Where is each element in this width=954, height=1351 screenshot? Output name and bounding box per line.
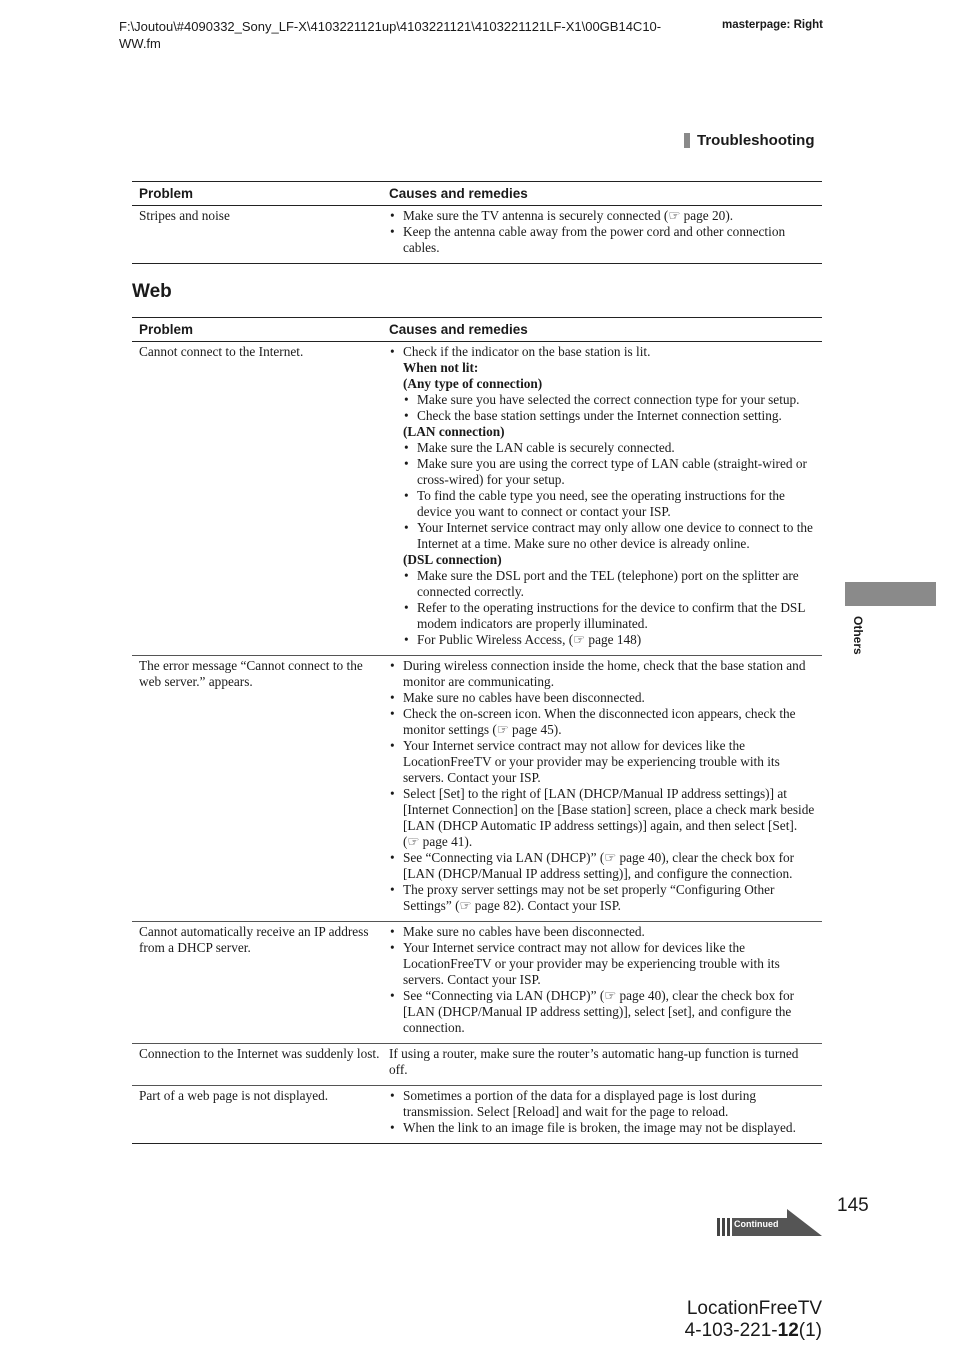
footer-code-bold: 12: [777, 1320, 799, 1341]
remedy-cell: [382, 658, 822, 914]
section-title: Troubleshooting: [697, 132, 815, 149]
remedy-cell: [382, 208, 822, 256]
web-section-heading: Web: [132, 281, 172, 302]
page-number: 145: [837, 1195, 869, 1216]
remedy-cell: [382, 344, 822, 648]
table-web: [132, 317, 822, 1144]
footer-product-code: [685, 1298, 822, 1342]
col-problem-header: Problem: [139, 186, 194, 201]
remedy-item: • Make sure the LAN cable is securely connected.: [403, 440, 816, 456]
side-tab-label: Others: [851, 616, 865, 655]
remedy-item: • Check the base station settings under the Internet connection setting.: [403, 408, 816, 424]
remedy-item: • Your Internet service contract may not allow for devices like the LocationFreeTV or your provider may be experiencing trouble with its servers. Contact your ISP.: [389, 738, 816, 786]
table-row: [132, 206, 822, 264]
remedy-item: • During wireless connection inside the home, check that the base station and monitor are communicating.: [389, 658, 816, 690]
problem-cell: Connection to the Internet was suddenly lost.: [139, 1046, 380, 1061]
remedy-item: • Make sure you have selected the correct connection type for your setup.: [403, 392, 816, 408]
remedy-item: • See “Connecting via LAN (DHCP)” (☞ page 40), clear the check box for [LAN (DHCP/Manual IP address setting)], select [set], and configure the connection.: [389, 988, 816, 1036]
remedy-item: • When the link to an image file is broken, the image may not be displayed.: [389, 1120, 816, 1136]
remedy-item: • Make sure the TV antenna is securely connected (☞ page 20).: [389, 208, 816, 224]
remedy-item: • Check the on-screen icon. When the disconnected icon appears, check the monitor settings (☞ page 45).: [389, 706, 816, 738]
remedy-item: • Your Internet service contract may only allow one device to connect to the Internet at a time. Make sure no other device is already online.: [403, 520, 816, 552]
problem-cell: Stripes and noise: [139, 208, 230, 223]
dsl-connection-heading: (DSL connection): [403, 552, 502, 567]
remedy-item: • Make sure no cables have been disconnected.: [389, 924, 816, 940]
footer-code-prefix: 4-103-221-: [684, 1320, 778, 1341]
table-row: [132, 656, 822, 922]
remedy-item: • Make sure you are using the correct type of LAN cable (straight-wired or cross-wired) for your setup.: [403, 456, 816, 488]
col-causes-header: Causes and remedies: [389, 186, 528, 201]
file-path: F:\Joutou\#4090332_Sony_LF-X\4103221121up\4103221121\4103221121LF-X1\00GB14C10-WW.fm: [119, 19, 662, 51]
remedy-item: • Make sure no cables have been disconnected.: [389, 690, 816, 706]
table-header: [132, 317, 822, 342]
continued-marker: [717, 1209, 823, 1236]
remedy-item: • Select [Set] to the right of [LAN (DHCP/Manual IP address settings)] at [Internet Connection] on the [Base station] screen, place a check mark beside [LAN (DHCP Automatic IP address settings)] again, and then select [Set]. (☞ page 41).: [389, 786, 816, 850]
remedy-item: • For Public Wireless Access, (☞ page 148): [403, 632, 816, 648]
problem-cell: The error message “Cannot connect to the web server.” appears.: [139, 658, 363, 689]
table-row: [132, 922, 822, 1044]
table-header: [132, 181, 822, 206]
continued-label: Continued: [734, 1219, 779, 1229]
remedy-item: • Make sure the DSL port and the TEL (telephone) port on the splitter are connected correctly.: [403, 568, 816, 600]
remedy-cell: [382, 1088, 822, 1136]
footer-code: [685, 1320, 822, 1342]
col-causes-header: Causes and remedies: [389, 322, 528, 337]
problem-cell: Cannot automatically receive an IP address from a DHCP server.: [139, 924, 369, 955]
remedy-item: • Keep the antenna cable away from the power cord and other connection cables.: [389, 224, 816, 256]
footer-code-suffix: (1): [798, 1320, 822, 1341]
footer-product-name: LocationFreeTV: [686, 1298, 822, 1319]
table-row: [132, 1044, 822, 1086]
remedy-item: • Check if the indicator on the base station is lit.: [389, 344, 816, 360]
section-header: [684, 132, 815, 149]
section-marker-bar: [684, 133, 690, 148]
table-tv-reception: [132, 181, 822, 264]
lan-connection-heading: (LAN connection): [403, 424, 505, 439]
remedy-item: • Refer to the operating instructions for the device to confirm that the DSL modem indicators are properly illuminated.: [403, 600, 816, 632]
side-index-tab: [845, 582, 936, 606]
remedy-item: • Your Internet service contract may not allow for devices like the LocationFreeTV or your provider may be experiencing trouble with its servers. Contact your ISP.: [389, 940, 816, 988]
remedy-item: • To find the cable type you need, see the operating instructions for the device you want to connect or contact your ISP.: [403, 488, 816, 520]
any-connection-heading: (Any type of connection): [403, 376, 543, 391]
when-not-lit-heading: When not lit:: [403, 360, 479, 375]
problem-cell: Cannot connect to the Internet.: [139, 344, 304, 359]
remedy-item: • See “Connecting via LAN (DHCP)” (☞ page 40), clear the check box for [LAN (DHCP/Manual IP address setting)], and configure the connection.: [389, 850, 816, 882]
table-row: [132, 342, 822, 656]
masterpage-label: masterpage: Right: [722, 19, 823, 31]
remedy-item: • The proxy server settings may not be set properly “Configuring Other Settings” (☞ page 82). Contact your ISP.: [389, 882, 816, 914]
remedy-cell: If using a router, make sure the router’s automatic hang-up function is turned off.: [389, 1046, 799, 1077]
col-problem-header: Problem: [139, 322, 194, 337]
remedy-item: • Sometimes a portion of the data for a displayed page is lost during transmission. Select [Reload] and wait for the page to reload.: [389, 1088, 816, 1120]
remedy-cell: [382, 924, 822, 1036]
problem-cell: Part of a web page is not displayed.: [139, 1088, 329, 1103]
table-row: [132, 1086, 822, 1144]
